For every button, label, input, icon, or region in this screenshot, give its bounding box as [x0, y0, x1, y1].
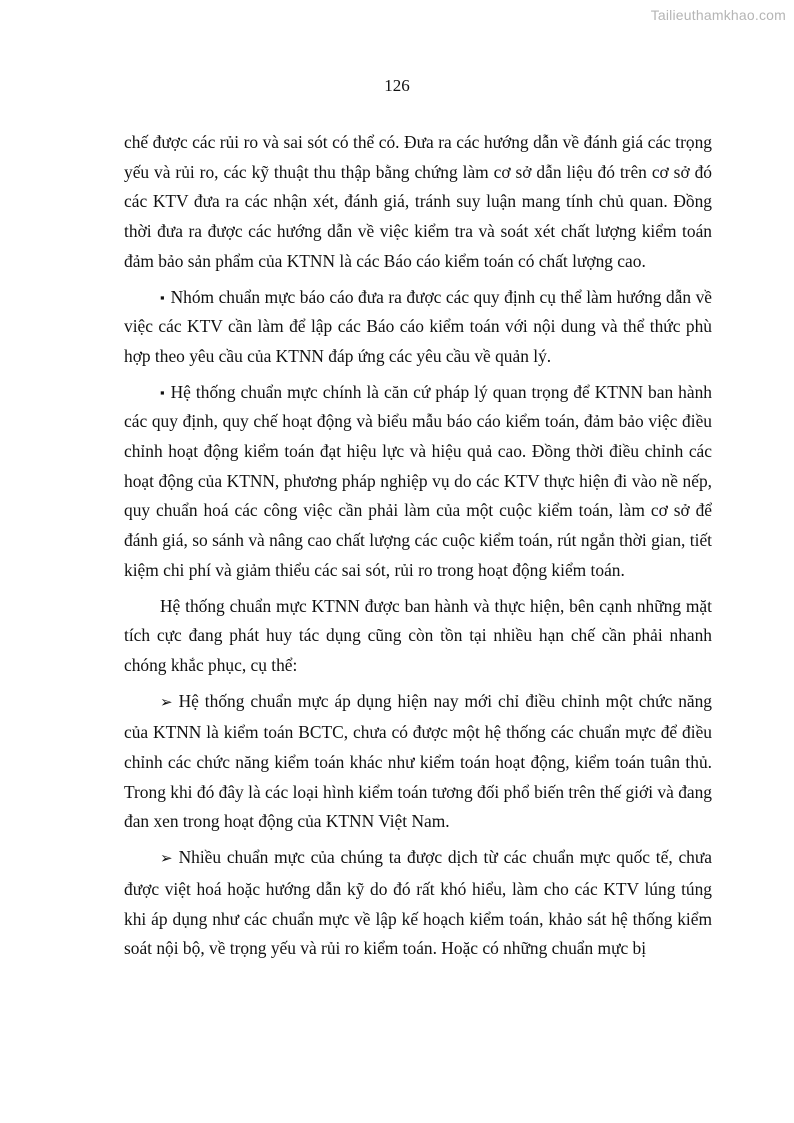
paragraph-text: Hệ thống chuẩn mực áp dụng hiện nay mới chỉ điều chỉnh một chức năng của KTNN là kiểm toán BCTC, chưa có được một hệ thống các chuẩn mực để điều chỉnh các chức năng kiểm toán khác như kiểm toán hoạt động, kiểm toán tuân thủ. Trong khi đó đây là các loại hình kiểm toán tương đối phổ biến trên thế giới và đang đan xen trong hoạt động của KTNN Việt Nam. — [124, 690, 712, 832]
arrow-paragraph — [124, 687, 712, 838]
paragraph-text: chế được các rủi ro và sai sót có thể có. Đưa ra các hướng dẫn về đánh giá các trọng yếu và rủi ro, các kỹ thuật thu thập bằng chứng làm cơ sở dẫn liệu đó trên cơ sở đó các KTV đưa ra các nhận xét, đánh giá, tránh suy luận mang tính chủ quan. Đồng thời đưa ra được các hướng dẫn về việc kiểm tra và soát xét chất lượng kiểm toán đảm bảo sản phẩm của KTNN là các Báo cáo kiểm toán có chất lượng cao. — [124, 132, 712, 271]
page-number: 126 — [384, 76, 410, 95]
paragraph-text: Hệ thống chuẩn mực KTNN được ban hành và thực hiện, bên cạnh những mặt tích cực đang phát huy tác dụng cũng còn tồn tại nhiều hạn chế cần phải nhanh chóng khắc phục, cụ thể: — [124, 595, 712, 675]
paragraph-text: Hệ thống chuẩn mực chính là căn cứ pháp lý quan trọng để KTNN ban hành các quy định, quy chế hoạt động và biểu mẫu báo cáo kiểm toán, đảm bảo việc điều chỉnh hoạt động kiểm toán đạt hiệu lực và hiệu quả cao. Đồng thời điều chỉnh các hoạt động của KTNN, phương pháp nghiệp vụ do các KTV thực hiện đi vào nề nếp, quy chuẩn hoá các công việc cần phải làm của một cuộc kiểm toán, làm cơ sở để đánh giá, so sánh và nâng cao chất lượng các cuộc kiểm toán, rút ngắn thời gian, tiết kiệm chi phí và giảm thiểu các sai sót, rủi ro trong hoạt động kiểm toán. — [124, 381, 712, 580]
paragraph-text: Nhóm chuẩn mực báo cáo đưa ra được các quy định cụ thể làm hướng dẫn về việc các KTV cần làm để lập các Báo cáo kiểm toán với nội dung và thể thức phù hợp theo yêu cầu của KTNN đáp ứng các yêu cầu về quản lý. — [124, 286, 712, 366]
paragraph-continuation — [124, 128, 712, 277]
square-bullet-icon: ▪ — [160, 384, 165, 400]
arrow-bullet-icon: ➢ — [160, 694, 173, 711]
arrow-paragraph — [124, 843, 712, 964]
paragraph — [124, 592, 712, 681]
arrow-bullet-icon: ➢ — [160, 851, 173, 868]
watermark: Tailieuthamkhao.com — [650, 7, 786, 23]
paragraph-text: Nhiều chuẩn mực của chúng ta được dịch từ các chuẩn mực quốc tế, chưa được việt hoá hoặc hướng dẫn kỹ do đó rất khó hiểu, làm cho các KTV lúng túng khi áp dụng như các chuẩn mực về lập kế hoạch kiểm toán, khảo sát hệ thống kiểm soát nội bộ, về trọng yếu và rủi ro kiểm toán. Hoặc có những chuẩn mực bị — [124, 847, 712, 959]
square-bullet-icon: ▪ — [160, 289, 165, 305]
bullet-paragraph — [124, 378, 712, 586]
document-body — [124, 128, 712, 970]
bullet-paragraph — [124, 283, 712, 372]
